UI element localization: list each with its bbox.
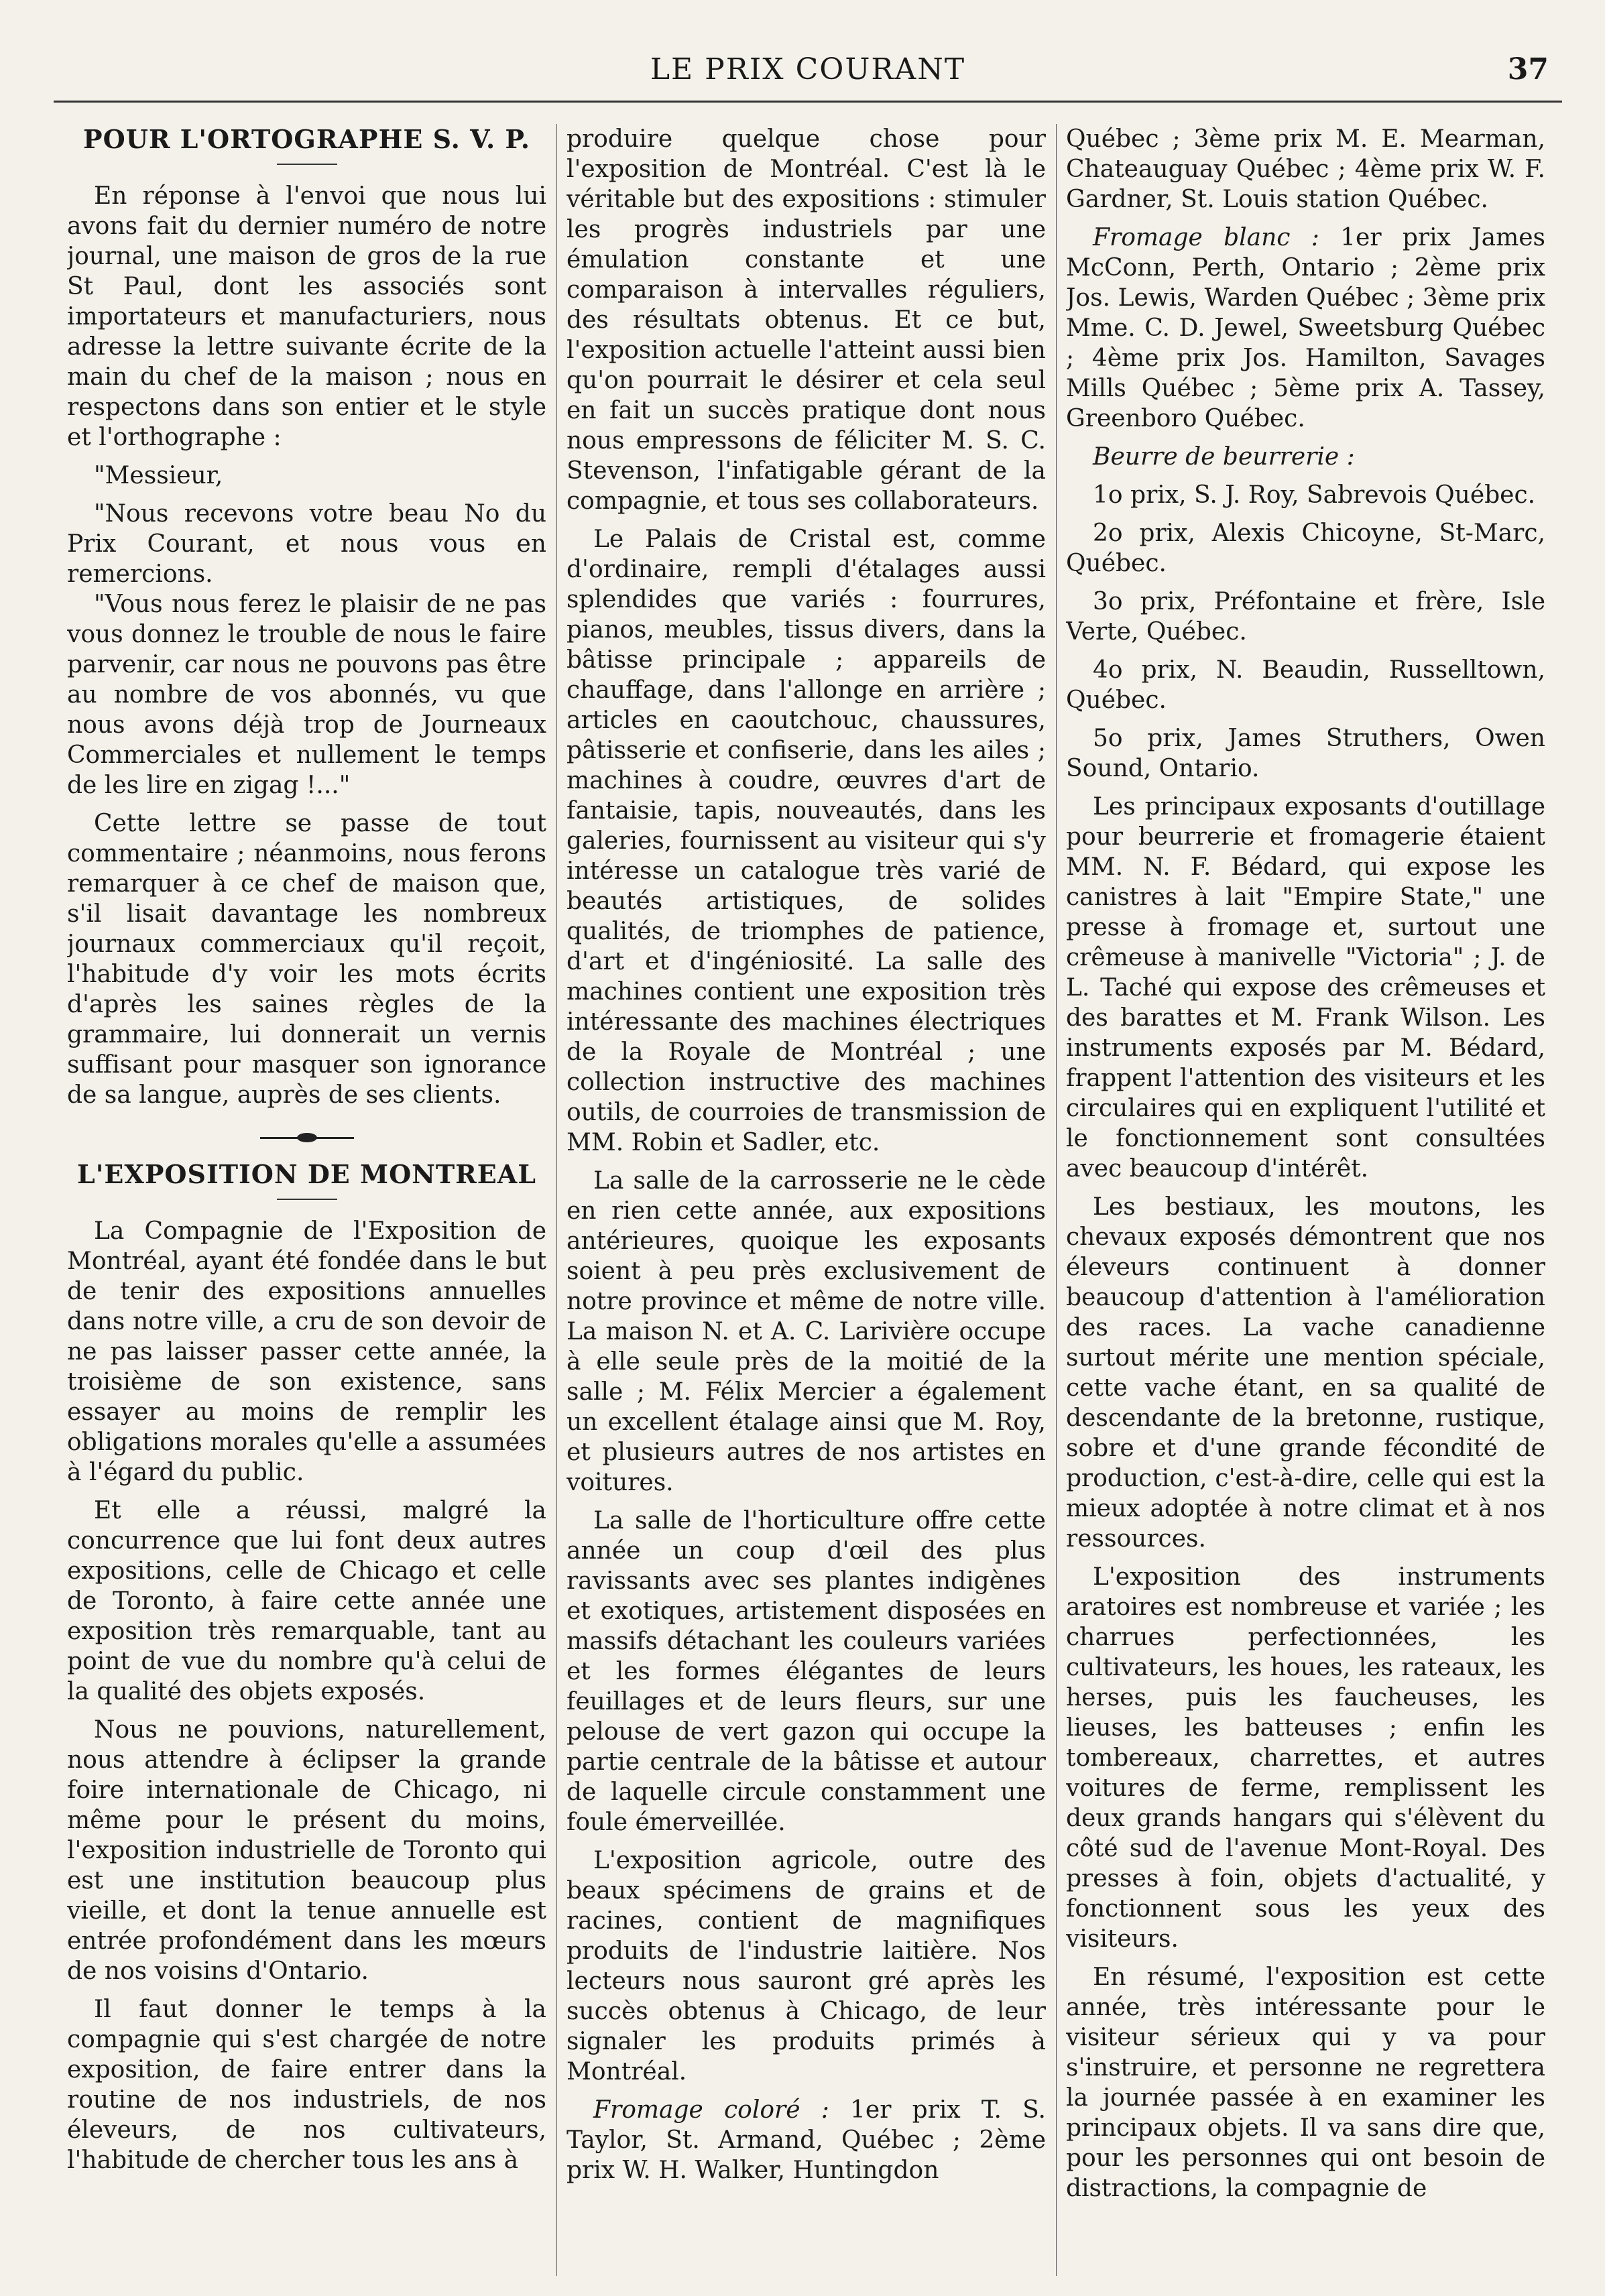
paragraph: Les bestiaux, les moutons, les chevaux exposés démontrent que nos éleveurs continuent à donner beaucoup d'attention à l'amélioration des races. La vache canadienne surtout mérite une mention spéciale, cette vache étant, en sa qualité de descendante de la bretonne, rustique, sobre et d'une grande fécondité de production, c'est-à-dire, celle qui est la mieux adoptée à notre climat et à nos ressources. bbox=[1066, 1193, 1545, 1553]
column-1 bbox=[67, 124, 546, 2276]
paragraph: En réponse à l'envoi que nous lui avons fait du dernier numéro de notre journal, une maison de gros de la rue St Paul, dont les associés sont importateurs et manufacturiers, nous adresse la lettre suivante écrite de la main du chef de la maison ; nous en respectons dans son entier et le style et l'orthographe : bbox=[67, 182, 546, 451]
paragraph bbox=[1066, 223, 1545, 434]
heading-rule bbox=[277, 1199, 337, 1200]
header-rule bbox=[54, 101, 1562, 103]
paragraph: Cette lettre se passe de tout commentaire ; néanmoins, nous ferons remarquer à ce chef de maison que, s'il lisait davantage les nombreux journaux commerciaux qu'il reçoit, l'habitude d'y voir les mots écrits d'après les saines règles de la grammaire, lui donnerait un vernis suffisant pour masquer son ignorance de sa langue, auprès de ses clients. bbox=[67, 810, 546, 1109]
paragraph: Nous ne pouvions, naturellement, nous attendre à éclipser la grande foire internationale de Chicago, ni même pour le présent du moins, l'exposition industrielle de Toronto qui est une institution beaucoup plus vieille, et dont la tenue annuelle est entrée profondément dans les mœurs de nos voisins d'Ontario. bbox=[67, 1716, 546, 1985]
prize-entry: 4o prix, N. Beaudin, Russelltown, Québec. bbox=[1066, 656, 1545, 714]
paragraph: Les principaux exposants d'outillage pour beurrerie et fromagerie étaient MM. N. F. Bédard, qui expose les canistres à lait "Empire State," une presse à fromage et, surtout une crêmeuse à manivelle "Victoria" ; J. de L. Taché qui expose des crêmeuses et des barattes et M. Frank Wilson. Les instruments exposés par M. Bédard, frappent l'attention des visiteurs et les circulaires qui en expliquent l'utilité et le fonctionnement sont consultées avec beaucoup d'intérêt. bbox=[1066, 793, 1545, 1183]
column-divider bbox=[1056, 124, 1057, 2276]
prize-list: 1er prix James McConn, Perth, Ontario ; 2ème prix Jos. Lewis, Warden Québec ; 3ème prix Mme. C. D. Jewel, Sweetsburg Québec ; 4ème prix Jos. Hamilton, Savages Mills Québec ; 5ème prix A. Tassey, Greenboro Québec. bbox=[1066, 224, 1545, 432]
prize-entry: 5o prix, James Struthers, Owen Sound, Ontario. bbox=[1066, 725, 1545, 782]
paragraph: L'exposition des instruments aratoires est nombreuse et variée ; les charrues perfectionnées, les cultivateurs, les houes, les rateaux, les herses, puis les faucheuses, les lieuses, les batteuses ; enfin les tombereaux, charrettes, et autres voitures de ferme, remplissent les deux grands hangars qui s'élèvent du côté sud de l'avenue Mont-Royal. Des presses à foin, objets d'actualité, y fonctionnent sous les yeux des visiteurs. bbox=[1066, 1563, 1545, 1953]
paragraph: En résumé, l'exposition est cette année, très intéressante pour le visiteur sérieux qui y va pour s'instruire, et personne ne regrettera la journée passée à en examiner les principaux objets. Il va sans dire que, pour les personnes qui ont besoin de distractions, la compagnie de bbox=[1066, 1963, 1545, 2202]
paragraph: "Vous nous ferez le plaisir de ne pas vous donnez le trouble de nous le faire parvenir, car nous ne pouvons pas être au nombre de vos abonnés, vu que nous avons déjà trop de Journeaux Commerciales et nullement le temps de les lire en zigag !..." bbox=[67, 591, 546, 799]
prize-list: 1er prix T. S. Taylor, St. Armand, Québec ; 2ème prix W. H. Walker, Huntingdon bbox=[567, 2096, 1046, 2184]
paragraph: La salle de la carrosserie ne le cède en rien cette année, aux expositions antérieures, quoique les exposants soient à peu près exclusivement de notre province et même de notre ville. La maison N. et A. C. Larivière occupe à elle seule près de la moitié de la salle ; M. Félix Mercier a également un excellent étalage ainsi que M. Roy, et plusieurs autres de nos artistes en voitures. bbox=[567, 1167, 1046, 1496]
column-divider bbox=[556, 124, 557, 2276]
prize-entry: 2o prix, Alexis Chicoyne, St-Marc, Québec. bbox=[1066, 520, 1545, 577]
paragraph: La Compagnie de l'Exposition de Montréal, ayant été fondée dans le but de tenir des expositions annuelles dans notre ville, a cru de son devoir de ne pas laisser passer cette année, la troisième de son existence, sans essayer au moins de remplir les obligations morales qu'elle a assumées à l'égard du public. bbox=[67, 1217, 546, 1486]
heading-rule bbox=[277, 164, 337, 165]
article-heading: L'EXPOSITION DE MONTREAL bbox=[77, 1159, 536, 1189]
article-separator bbox=[260, 1137, 354, 1139]
paragraph: Le Palais de Cristal est, comme d'ordinaire, rempli d'étalages aussi splendides que variés : fourrures, pianos, meubles, tissus divers, dans la bâtisse principale ; appareils de chauffage, dans l'allonge en arrière ; articles en caoutchouc, chaussures, pâtisserie et confiserie, dans les ailes ; machines à coudre, œuvres d'art de fantaisie, tapis, nouveautés, dans les galeries, fournissent au visiteur qui s'y intéresse un catalogue très varié de beautés artistiques, de solides qualités, de triomphes de patience, d'art et d'ingéniosité. La salle des machines contient une exposition très intéressante des machines électriques de la Royale de Montréal ; une collection instructive des machines outils, de courroies de transmission de MM. Robin et Sadler, etc. bbox=[567, 526, 1046, 1156]
prize-entry: 3o prix, Préfontaine et frère, Isle Verte, Québec. bbox=[1066, 588, 1545, 646]
paragraph: "Messieur, bbox=[94, 462, 223, 489]
paragraph bbox=[567, 2095, 1046, 2185]
prize-category-label: Fromage blanc : bbox=[1093, 224, 1319, 251]
paragraph: Il faut donner le temps à la compagnie qui s'est chargée de notre exposition, de faire entrer dans la routine de nos industriels, de nos éleveurs, de nos cultivateurs, l'habitude de chercher tous les ans à bbox=[67, 1996, 546, 2174]
paragraph: L'exposition agricole, outre des beaux spécimens de grains et de racines, contient de magnifiques produits de l'industrie laitière. Nos lecteurs nous sauront gré après les succès obtenus à Chicago, de leur signaler les produits primés à Montréal. bbox=[567, 1847, 1046, 2086]
prize-category-label: Fromage coloré : bbox=[593, 2096, 829, 2124]
column-3 bbox=[1066, 124, 1545, 2276]
page-header bbox=[54, 40, 1562, 94]
paragraph: Québec ; 3ème prix M. E. Mearman, Chateauguay Québec ; 4ème prix W. F. Gardner, St. Louis station Québec. bbox=[1066, 125, 1545, 213]
page-number: 37 bbox=[1507, 52, 1549, 86]
paragraph: Et elle a réussi, malgré la concurrence que lui font deux autres expositions, celle de Chicago et celle de Toronto, à faire cette année une exposition très remarquable, tant au point de vue du nombre qu'à celui de la qualité des objets exposés. bbox=[67, 1497, 546, 1705]
article-heading: POUR L'ORTOGRAPHE S. V. P. bbox=[83, 124, 530, 154]
paragraph: "Nous recevons votre beau No du Prix Courant, et nous vous en remercions. bbox=[67, 500, 546, 588]
column-2 bbox=[567, 124, 1046, 2276]
prize-category-label: Beurre de beurrerie : bbox=[1093, 443, 1355, 471]
paragraph: La salle de l'horticulture offre cette année un coup d'œil des plus ravissants avec ses plantes indigènes et exotiques, artistement disposées en massifs détachant les couleurs variées et les formes élégantes de leurs feuillages et de leurs fleurs, sur une pelouse de vert gazon qui occupe la partie centrale de la bâtisse et autour de laquelle circule constamment une foule émerveillée. bbox=[567, 1507, 1046, 1836]
journal-title: LE PRIX COURANT bbox=[650, 52, 966, 86]
prize-entry: 1o prix, S. J. Roy, Sabrevois Québec. bbox=[1093, 481, 1536, 509]
paragraph: produire quelque chose pour l'exposition de Montréal. C'est là le véritable but des expositions : stimuler les progrès industriels par une émulation constante et une comparaison à intervalles réguliers, des résultats obtenus. Et ce but, l'exposition actuelle l'atteint aussi bien qu'on pourrait le désirer et cela seul en fait un succès pratique dont nous nous empressons de féliciter M. S. C. Stevenson, l'infatigable gérant de la compagnie, et tous ses collaborateurs. bbox=[567, 125, 1046, 515]
